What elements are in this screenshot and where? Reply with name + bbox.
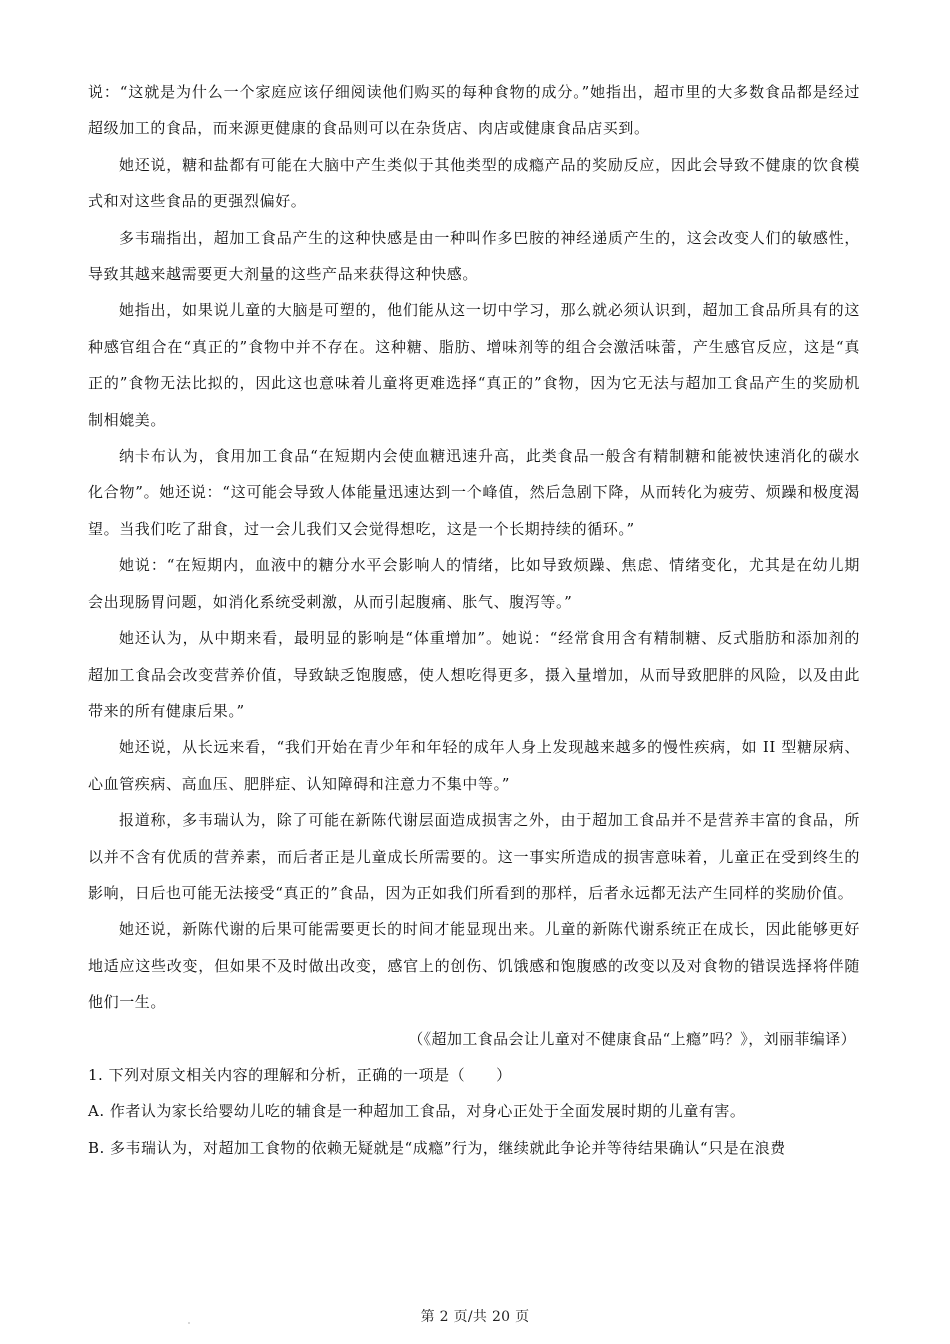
document-body	[88, 74, 860, 1166]
paragraph: 纳卡布认为，食用加工食品“在短期内会使血糖迅速升高，此类食品一般含有精制糖和能被快速消化的碳水化合物”。她还说：“这可能会导致人体能量迅速达到一个峰值，然后急剧下降，从而转化为疲劳、烦躁和极度渴望。当我们吃了甜食，过一会儿我们又会觉得想吃，这是一个长期持续的循环。”	[88, 447, 860, 538]
paragraph: 她指出，如果说儿童的大脑是可塑的，他们能从这一切中学习，那么就必须认识到，超加工食品所具有的这种感官组合在“真正的”食物中并不存在。这种糖、脂肪、增味剂等的组合会激活味蕾，产生感官反应，这是“真正的”食物无法比拟的，因此这也意味着儿童将更难选择“真正的”食物，因为它无法与超加工食品产生的奖励机制相媲美。	[88, 301, 860, 429]
paragraph: 她还说，糖和盐都有可能在大脑中产生类似于其他类型的成瘾产品的奖励反应，因此会导致不健康的饮食模式和对这些食品的更强烈偏好。	[88, 155, 860, 211]
page-number-footer: 第 2 页/共 20 页	[420, 1309, 530, 1325]
paragraph: 她还说，从长远来看，“我们开始在青少年和年轻的成年人身上发现越来越多的慢性疾病，如 II 型糖尿病、心血管疾病、高血压、肥胖症、认知障碍和注意力不集中等。”	[88, 738, 860, 793]
paragraph: 多韦瑞指出，超加工食品产生的这种快感是由一种叫作多巴胺的神经递质产生的，这会改变人们的敏感性，导致其越来越需要更大剂量的这些产品来获得这种快感。	[88, 228, 860, 284]
paragraph-continuation: 说：“这就是为什么一个家庭应该仔细阅读他们购买的每种食物的成分。”她指出，超市里的大多数食品都是经过超级加工的食品，而来源更健康的食品则可以在杂货店、肉店或健康食品店买到。	[88, 83, 860, 138]
question-stem: 1. 下列对原文相关内容的理解和分析，正确的一项是（ ）	[88, 1065, 512, 1084]
paragraph: 她还认为，从中期来看，最明显的影响是“体重增加”。她说：“经常食用含有精制糖、反式脂肪和添加剂的超加工食品会改变营养价值，导致缺乏饱腹感，使人想吃得更多，摄入量增加，从而导致肥胖的风险，以及由此带来的所有健康后果。”	[88, 629, 860, 720]
paragraph: 她说：“在短期内，血液中的糖分水平会影响人的情绪，比如导致烦躁、焦虑、情绪变化，尤其是在幼儿期会出现肠胃问题，如消化系统受刺激，从而引起腹痛、胀气、腹泻等。”	[88, 556, 860, 611]
option-b: B. 多韦瑞认为，对超加工食物的依赖无疑就是“成瘾”行为，继续就此争论并等待结果确认“只是在浪费	[88, 1138, 786, 1157]
option-a: A. 作者认为家长给婴幼儿吃的辅食是一种超加工食品，对身心正处于全面发展时期的儿童有害。	[88, 1102, 746, 1121]
source-citation: （《超加工食品会让儿童对不健康食品“上瘾”吗？》，刘丽菲编译）	[408, 1029, 856, 1048]
paragraph: 报道称，多韦瑞认为，除了可能在新陈代谢层面造成损害之外，由于超加工食品并不是营养丰富的食品，所以并不含有优质的营养素，而后者正是儿童成长所需要的。这一事实所造成的损害意味着，儿童正在受到终生的影响，日后也可能无法接受“真正的”食品，因为正如我们所看到的那样，后者永远都无法产生同样的奖励价值。	[88, 811, 860, 902]
paragraph: 她还说，新陈代谢的后果可能需要更长的时间才能显现出来。儿童的新陈代谢系统正在成长，因此能够更好地适应这些改变，但如果不及时做出改变，感官上的创伤、饥饿感和饱腹感的改变以及对食物的错误选择将伴随他们一生。	[88, 920, 860, 1012]
